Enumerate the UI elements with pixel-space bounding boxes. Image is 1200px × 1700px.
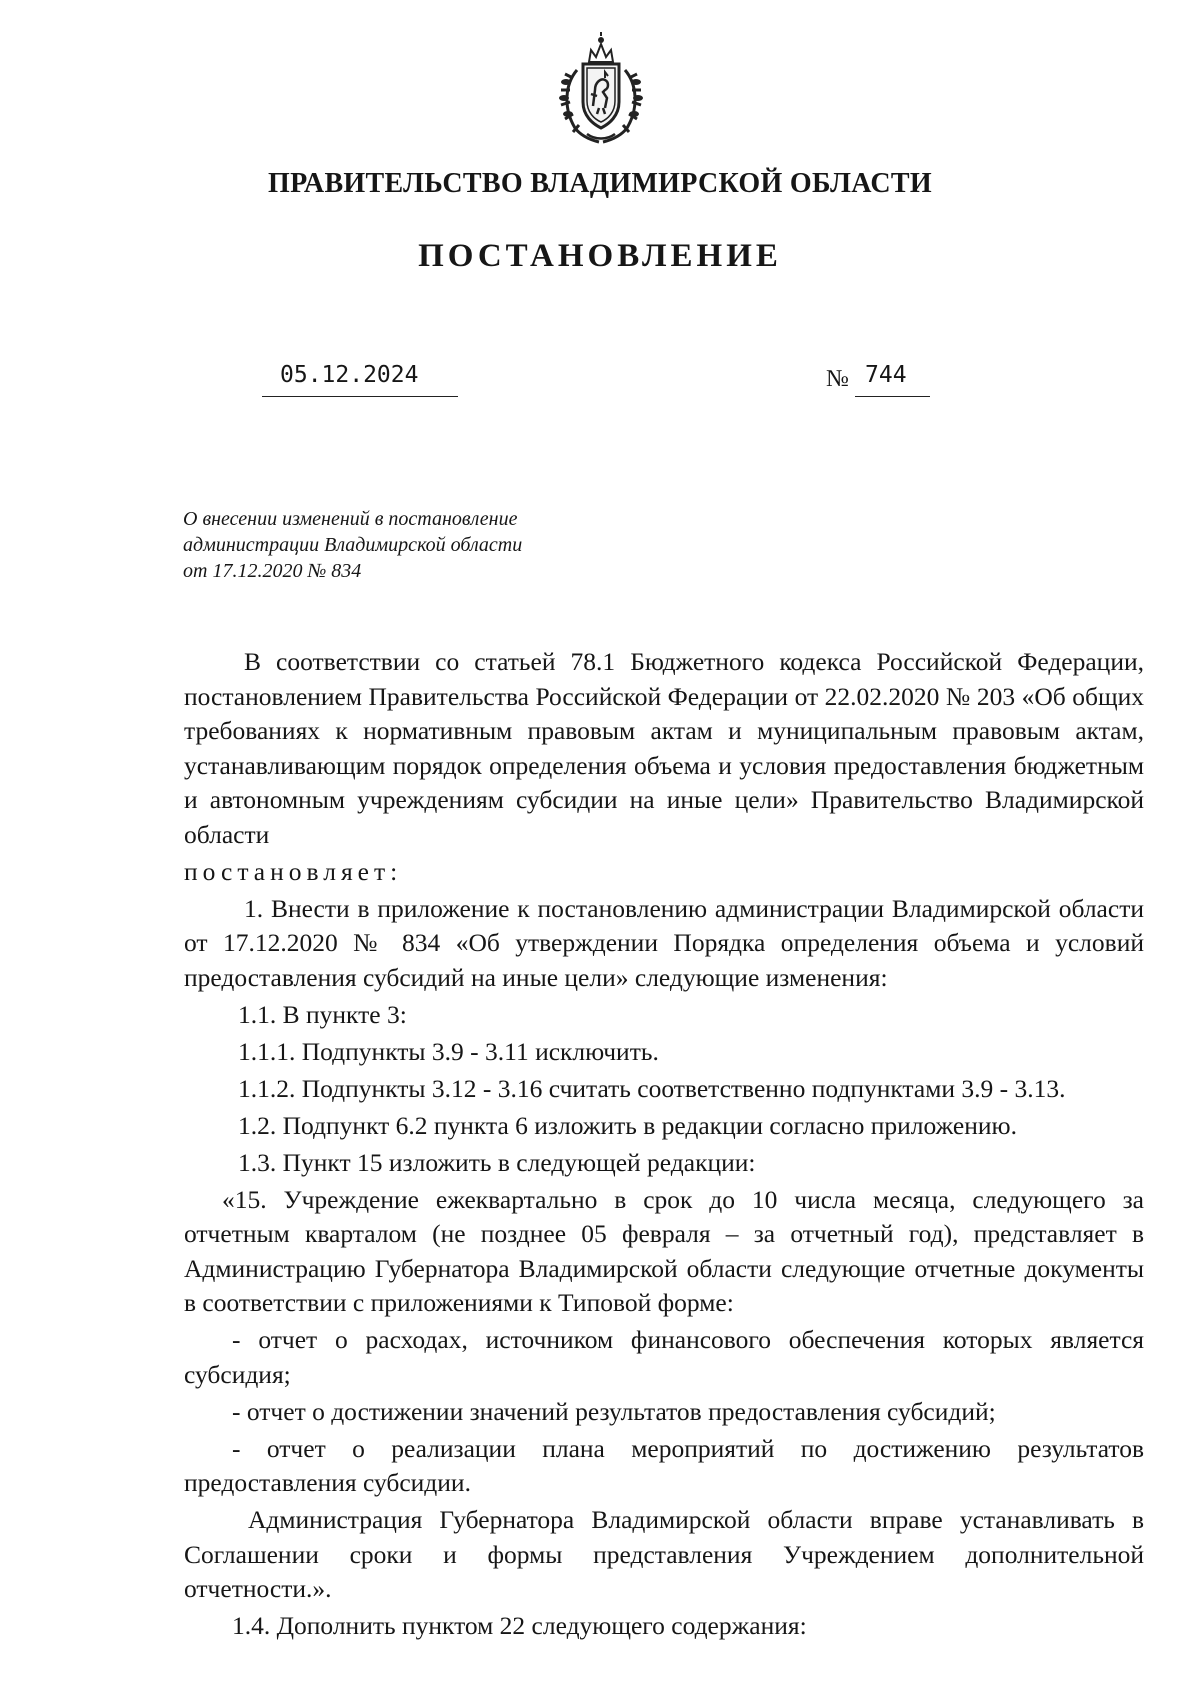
number-sign: № <box>826 366 849 392</box>
document-subject <box>183 506 603 584</box>
clause-1-3: 1.3. Пункт 15 изложить в следующей редакции: <box>238 1147 756 1177</box>
subject-line-2: администрации Владимирской области <box>183 534 523 556</box>
coat-of-arms-icon <box>553 32 649 146</box>
document-number-field <box>855 362 930 397</box>
subject-line-3: от 17.12.2020 № 834 <box>183 560 362 582</box>
document-type-title: ПОСТАНОВЛЕНИЕ <box>418 238 782 274</box>
clause-1-1: 1.1. В пункте 3: <box>238 999 407 1029</box>
clause-1-1-1: 1.1.1. Подпункты 3.9 - 3.11 исключить. <box>238 1036 659 1066</box>
government-title: ПРАВИТЕЛЬСТВО ВЛАДИМИРСКОЙ ОБЛАСТИ <box>268 168 932 199</box>
document-body <box>184 645 1144 1646</box>
report-item-3: - отчет о реализации плана мероприятий по достижению результатов предоставления субсидии. <box>184 1433 1144 1497</box>
report-item-2: - отчет о достижении значений результатов предоставления субсидий; <box>232 1396 996 1426</box>
administration-paragraph: Администрация Губернатора Владимирской области вправе устанавливать в Соглашении сроки и формы представления Учреждением дополнительной отчетности.». <box>184 1505 1144 1603</box>
document-number: 744 <box>865 362 907 388</box>
clause-1-2: 1.2. Подпункт 6.2 пункта 6 изложить в редакции согласно приложению. <box>238 1110 1017 1140</box>
clause-1: 1. Внести в приложение к постановлению администрации Владимирской области от 17.12.2020 № 834 «Об утверждении Порядка определения объема и условий предоставления субсидий на иные цели» следующие изменения: <box>184 893 1144 992</box>
preamble-paragraph: В соответствии со статьей 78.1 Бюджетного кодекса Российской Федерации, постановлением Правительства Российской Федерации от 22.02.2020 № 203 «Об общих требованиях к нормативным правовым актам и муниципальным правовым актам, устанавливающим порядок определения объема и условия предоставления бюджетным и автономным учреждениям субсидии на иные цели» Правительство Владимирской области <box>184 647 1144 849</box>
clause-1-1-2: 1.1.2. Подпункты 3.12 - 3.16 считать соответственно подпунктами 3.9 - 3.13. <box>238 1073 1066 1103</box>
report-item-1: - отчет о расходах, источником финансового обеспечения которых является субсидия; <box>184 1325 1144 1389</box>
clause-1-4: 1.4. Дополнить пунктом 22 следующего содержания: <box>232 1611 807 1640</box>
decree-word: постановляет: <box>184 856 403 886</box>
document-date-field <box>262 362 458 397</box>
clause-15-text: «15. Учреждение ежеквартально в срок до 10 числа месяца, следующего за отчетным кварталом (не позднее 05 февраля – за отчетный год), представляет в Администрацию Губернатора Владимирской области следующие отчетные документы в соответствии с приложениями к Типовой форме: <box>184 1184 1144 1317</box>
document-date: 05.12.2024 <box>280 362 419 388</box>
subject-line-1: О внесении изменений в постановление <box>183 508 518 530</box>
